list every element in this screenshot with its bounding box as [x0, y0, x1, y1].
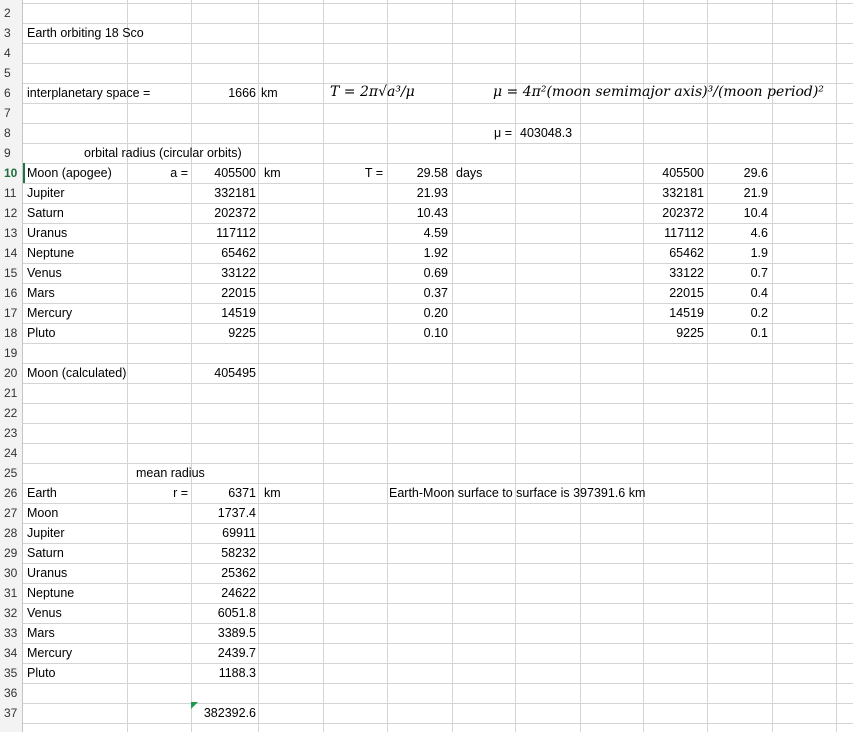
- orbit-T-cell[interactable]: 0.10: [423, 326, 448, 340]
- row-number[interactable]: 31: [4, 586, 18, 600]
- orbit-a2-cell[interactable]: 332181: [662, 186, 704, 200]
- orbit-T2-cell[interactable]: 10.4: [743, 206, 768, 220]
- orbit-T-cell[interactable]: 4.59: [423, 226, 448, 240]
- orbit-a-cell[interactable]: 14519: [221, 306, 256, 320]
- row-number[interactable]: 25: [4, 466, 18, 480]
- radius-name-cell[interactable]: Mercury: [27, 646, 73, 660]
- row-number[interactable]: 33: [4, 626, 18, 640]
- row-number[interactable]: 34: [4, 646, 18, 660]
- orbit-a-cell[interactable]: 65462: [221, 246, 256, 260]
- row-number[interactable]: 28: [4, 526, 18, 540]
- orbit-T2-cell[interactable]: 4.6: [750, 226, 768, 240]
- column-gridline: [643, 0, 644, 732]
- orbit-a2-cell[interactable]: 65462: [669, 246, 704, 260]
- column-gridline: [580, 0, 581, 732]
- cell-mean-radius-header[interactable]: mean radius: [136, 466, 205, 480]
- error-indicator-icon: [191, 702, 198, 709]
- orbit-T2-cell[interactable]: 0.7: [750, 266, 768, 280]
- orbit-a-cell[interactable]: 117112: [216, 226, 256, 240]
- cell-surface-note[interactable]: Earth-Moon surface to surface is 397391.6 km: [389, 486, 646, 500]
- row-number[interactable]: 18: [4, 326, 18, 340]
- orbit-a2-cell[interactable]: 202372: [662, 206, 704, 220]
- radius-value-cell[interactable]: 1737.4: [217, 506, 256, 520]
- row-number[interactable]: 6: [4, 86, 11, 100]
- cell-moon-calculated-label[interactable]: Moon (calculated): [27, 366, 127, 380]
- orbit-T2-cell[interactable]: 29.6: [743, 166, 768, 180]
- radius-value-cell[interactable]: 6371: [228, 486, 256, 500]
- row-number[interactable]: 5: [4, 66, 11, 80]
- column-gridline: [323, 0, 324, 732]
- row-number[interactable]: 13: [4, 226, 18, 240]
- orbit-a-cell[interactable]: 405500: [214, 166, 256, 180]
- cell-mu-value[interactable]: 403048.3: [520, 126, 573, 140]
- orbit-name-cell[interactable]: Venus: [27, 266, 62, 280]
- cell-r-label[interactable]: r =: [173, 486, 188, 500]
- radius-value-cell[interactable]: 6051.8: [217, 606, 256, 620]
- column-gridline: [707, 0, 708, 732]
- row-number[interactable]: 32: [4, 606, 18, 620]
- orbit-T-cell[interactable]: 0.69: [423, 266, 448, 280]
- orbit-T2-cell[interactable]: 0.2: [750, 306, 768, 320]
- orbit-name-cell[interactable]: Moon (apogee): [27, 166, 112, 180]
- row-number[interactable]: 36: [4, 686, 18, 700]
- orbit-a-cell[interactable]: 332181: [214, 186, 256, 200]
- row-number[interactable]: 37: [4, 706, 18, 720]
- radius-value-cell[interactable]: 24622: [221, 586, 256, 600]
- row-number[interactable]: 4: [4, 46, 11, 60]
- orbit-T2-cell[interactable]: 1.9: [750, 246, 768, 260]
- cell-title[interactable]: Earth orbiting 18 Sco: [27, 26, 144, 40]
- row-number[interactable]: 2: [4, 6, 11, 20]
- radius-name-cell[interactable]: Pluto: [27, 666, 56, 680]
- orbit-T-cell[interactable]: 21.93: [416, 186, 448, 200]
- row-number[interactable]: 10: [4, 166, 18, 180]
- orbit-T-cell[interactable]: 29.58: [416, 166, 448, 180]
- column-gridline: [836, 0, 837, 732]
- row-number[interactable]: 23: [4, 426, 18, 440]
- radius-name-cell[interactable]: Earth: [27, 486, 57, 500]
- row-number[interactable]: 35: [4, 666, 18, 680]
- cell-days-unit[interactable]: days: [456, 166, 483, 180]
- orbit-T-cell[interactable]: 0.37: [423, 286, 448, 300]
- cell-mu-label[interactable]: μ =: [494, 126, 512, 140]
- radius-value-cell[interactable]: 69911: [222, 526, 256, 540]
- row-number[interactable]: 15: [4, 266, 18, 280]
- orbit-a-cell[interactable]: 33122: [221, 266, 256, 280]
- orbit-a2-cell[interactable]: 117112: [664, 226, 704, 240]
- orbit-a2-cell[interactable]: 14519: [669, 306, 704, 320]
- orbit-a2-cell[interactable]: 22015: [669, 286, 704, 300]
- radius-value-cell[interactable]: 58232: [221, 546, 256, 560]
- row-number[interactable]: 24: [4, 446, 18, 460]
- orbit-name-cell[interactable]: Mars: [27, 286, 55, 300]
- row-number[interactable]: 14: [4, 246, 18, 260]
- row-number[interactable]: 27: [4, 506, 18, 520]
- radius-name-cell[interactable]: Jupiter: [27, 526, 65, 540]
- period-formula[interactable]: T = 2π√a³/μ: [330, 84, 415, 100]
- row-number[interactable]: 3: [4, 26, 11, 40]
- cell-moon-calculated-value[interactable]: 405495: [214, 366, 256, 380]
- orbit-name-cell[interactable]: Mercury: [27, 306, 73, 320]
- radius-value-cell[interactable]: 25362: [221, 566, 256, 580]
- radius-value-cell[interactable]: 2439.7: [217, 646, 256, 660]
- row-number[interactable]: 9: [4, 146, 11, 160]
- orbit-a-cell[interactable]: 202372: [214, 206, 256, 220]
- orbit-name-cell[interactable]: Jupiter: [27, 186, 65, 200]
- radius-name-cell[interactable]: Mars: [27, 626, 55, 640]
- column-gridline: [452, 0, 453, 732]
- column-gridline: [258, 0, 259, 732]
- radius-name-cell[interactable]: Moon: [27, 506, 59, 520]
- row-number[interactable]: 29: [4, 546, 18, 560]
- radius-value-cell[interactable]: 1188.3: [218, 666, 256, 680]
- radius-name-cell[interactable]: Neptune: [27, 586, 75, 600]
- cell-interplanetary-value[interactable]: 1666: [228, 86, 256, 100]
- orbit-T-cell[interactable]: 0.20: [423, 306, 448, 320]
- radius-name-cell[interactable]: Uranus: [27, 566, 68, 580]
- orbit-a2-cell[interactable]: 9225: [676, 326, 704, 340]
- row-number[interactable]: 11: [4, 186, 17, 200]
- cell-final-value[interactable]: 382392.6: [203, 706, 256, 720]
- cell-a-label[interactable]: a =: [170, 166, 188, 180]
- column-gridline: [191, 0, 192, 732]
- orbit-T2-cell[interactable]: 0.4: [750, 286, 768, 300]
- cell-interplanetary-unit[interactable]: km: [261, 86, 278, 100]
- radius-name-cell[interactable]: Saturn: [27, 546, 64, 560]
- orbit-T2-cell[interactable]: 21.9: [743, 186, 768, 200]
- orbit-a2-cell[interactable]: 405500: [662, 166, 704, 180]
- orbit-name-cell[interactable]: Saturn: [27, 206, 64, 220]
- column-gridline: [127, 0, 128, 732]
- orbit-name-cell[interactable]: Uranus: [27, 226, 68, 240]
- column-gridline: [515, 0, 516, 732]
- row-number[interactable]: 16: [4, 286, 18, 300]
- column-gridline: [772, 0, 773, 732]
- row-number[interactable]: 26: [4, 486, 18, 500]
- column-gridline: [387, 0, 388, 732]
- orbit-a-cell[interactable]: 22015: [221, 286, 256, 300]
- cell-T-label[interactable]: T =: [364, 166, 383, 180]
- row-number[interactable]: 20: [4, 366, 18, 380]
- orbit-T2-cell[interactable]: 0.1: [750, 326, 768, 340]
- orbit-a2-cell[interactable]: 33122: [669, 266, 704, 280]
- radius-value-cell[interactable]: 3389.5: [217, 626, 256, 640]
- orbit-name-cell[interactable]: Neptune: [27, 246, 75, 260]
- mu-formula[interactable]: μ = 4π²(moon semimajor axis)³/(moon period)²: [493, 84, 824, 100]
- row-number[interactable]: 30: [4, 566, 18, 580]
- row-number[interactable]: 19: [4, 346, 18, 360]
- orbit-name-cell[interactable]: Pluto: [27, 326, 56, 340]
- row-number[interactable]: 7: [4, 106, 11, 120]
- row-number[interactable]: 21: [4, 386, 18, 400]
- cell-interplanetary-label[interactable]: interplanetary space =: [27, 86, 151, 100]
- cell-km-unit[interactable]: km: [264, 166, 281, 180]
- row-number[interactable]: 12: [4, 206, 18, 220]
- orbit-a-cell[interactable]: 9225: [228, 326, 256, 340]
- orbit-T-cell[interactable]: 10.43: [416, 206, 448, 220]
- radius-name-cell[interactable]: Venus: [27, 606, 62, 620]
- row-number[interactable]: 8: [4, 126, 11, 140]
- row-number[interactable]: 17: [4, 306, 18, 320]
- cell-radius-km-unit[interactable]: km: [264, 486, 281, 500]
- cell-orbital-header[interactable]: orbital radius (circular orbits): [84, 146, 242, 160]
- orbit-T-cell[interactable]: 1.92: [423, 246, 448, 260]
- selected-row-indicator: [23, 163, 25, 183]
- row-number[interactable]: 22: [4, 406, 18, 420]
